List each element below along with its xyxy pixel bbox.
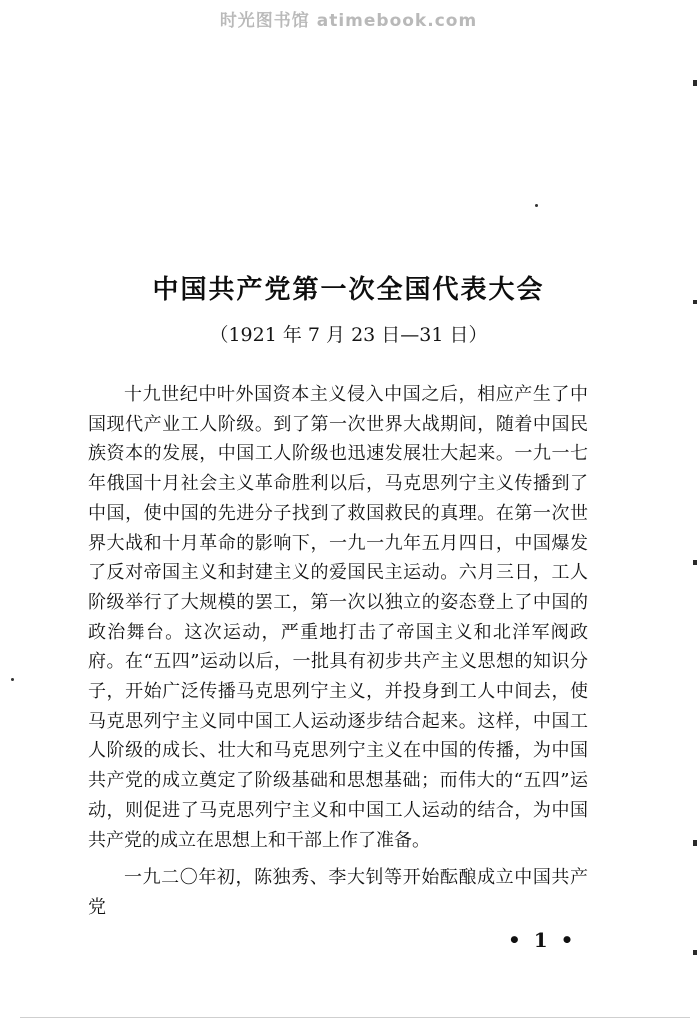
paragraph: 十九世纪中叶外国资本主义侵入中国之后，相应产生了中国现代产业工人阶级。到了第一次世界大战期间，随着中国民族资本的发展，中国工人阶级也迅速发展壮大起来。一九一七年俄国十月社会主义革命胜利以后，马克思列宁主义传播到了中国，使中国的先进分子找到了救国救民的真理。在第一次世界大战和十月革命的影响下，一九一九年五月四日，中国爆发了反对帝国主义和封建主义的爱国民主运动。六月三日，工人阶级举行了大规模的罢工，第一次以独立的姿态登上了中国的政治舞台。这次运动，严重地打击了帝国主义和北洋军阀政府。在“五四”运动以后，一批具有初步共产主义思想的知识分子，开始广泛传播马克思列宁主义，并投身到工人中间去，使马克思列宁主义同中国工人运动逐步结合起来。这样，中国工人阶级的成长、壮大和马克思列宁主义在中国的传播，为中国共产党的成立奠定了阶级基础和思想基础；而伟大的“五四”运动，则促进了马克思列宁主义和中国工人运动的结合，为中国共产党的成立在思想上和干部上作了准备。	[88, 384, 588, 851]
body-text	[88, 380, 588, 923]
scan-edge-mark	[693, 300, 697, 304]
scan-edge-mark	[693, 80, 697, 86]
scan-edge-mark	[693, 560, 697, 565]
paragraph: 一九二〇年初，陈独秀、李大钊等开始酝酿成立中国共产党	[88, 867, 588, 918]
watermark-text: 时光图书馆 atimebook.com	[219, 11, 478, 31]
scan-speck	[11, 678, 14, 681]
page-number: • 1 •	[508, 928, 577, 952]
scan-edge-mark	[693, 950, 697, 955]
page-title: 中国共产党第一次全国代表大会	[152, 275, 545, 306]
bottom-edge	[20, 1017, 690, 1018]
date-range: （1921 年 7 月 23 日—31 日）	[209, 324, 488, 346]
scan-speck	[535, 204, 538, 207]
scan-edge-mark	[693, 840, 697, 846]
